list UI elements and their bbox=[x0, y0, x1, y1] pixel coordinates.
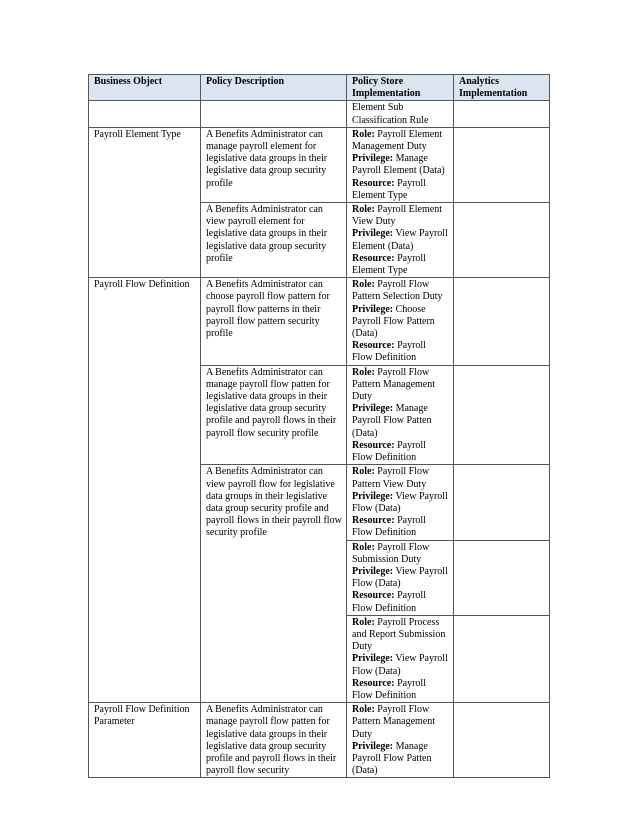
policy-description-cell: A Benefits Administrator can manage payroll flow patten for legislative data groups in their legislative data group security profile and payroll flows in their payroll flow security profile bbox=[201, 365, 347, 465]
role-label: Role: bbox=[352, 366, 375, 378]
business-object-cell bbox=[89, 101, 201, 127]
resource-value: Payroll Flow Definition bbox=[352, 340, 426, 364]
role-value: Payroll Process and Report Submission Duty bbox=[352, 616, 446, 653]
role-value: Payroll Flow Pattern View Duty bbox=[352, 466, 430, 490]
role-line bbox=[352, 466, 449, 490]
role-line bbox=[352, 367, 449, 404]
policy-store-cell bbox=[347, 615, 454, 702]
role-line bbox=[352, 204, 449, 228]
policy-description-cell: A Benefits Administrator can manage payroll flow patten for legislative data groups in their legislative data group security profile and payroll flows in their payroll flow security bbox=[201, 703, 347, 778]
privilege-line bbox=[352, 153, 449, 177]
role-label: Role: bbox=[352, 616, 375, 628]
analytics-cell bbox=[454, 465, 550, 540]
business-object-cell: Payroll Flow Definition Parameter bbox=[89, 703, 201, 778]
business-object-cell: Payroll Element Type bbox=[89, 127, 201, 277]
table-body bbox=[89, 101, 550, 778]
resource-line bbox=[352, 253, 449, 277]
role-label: Role: bbox=[352, 204, 375, 216]
privilege-value: Manage Payroll Element (Data) bbox=[352, 153, 445, 177]
privilege-label: Privilege: bbox=[352, 490, 394, 502]
resource-line bbox=[352, 515, 449, 539]
privilege-label: Privilege: bbox=[352, 403, 394, 415]
analytics-cell bbox=[454, 127, 550, 202]
policy-description-cell: A Benefits Administrator can choose payroll flow pattern for payroll flow patterns in their payroll flow pattern security profile bbox=[201, 278, 347, 365]
policy-description-cell: A Benefits Administrator can manage payroll element for legislative data groups in their legislative data group security profile bbox=[201, 127, 347, 202]
role-line bbox=[352, 279, 449, 303]
table-row bbox=[89, 127, 550, 202]
resource-value: Payroll Flow Definition bbox=[352, 515, 426, 539]
privilege-value: Choose Payroll Flow Pattern (Data) bbox=[352, 303, 435, 340]
role-label: Role: bbox=[352, 279, 375, 291]
role-label: Role: bbox=[352, 541, 375, 553]
resource-value: Payroll Flow Definition bbox=[352, 439, 426, 464]
policy-description-cell bbox=[201, 101, 347, 127]
resource-line bbox=[352, 340, 449, 364]
resource-line bbox=[352, 440, 449, 464]
privilege-value: View Payroll Flow (Data) bbox=[352, 653, 448, 677]
privilege-value: View Payroll Flow (Data) bbox=[352, 490, 448, 514]
resource-label: Resource: bbox=[352, 515, 395, 527]
policy-store-cell bbox=[347, 465, 454, 540]
privilege-line bbox=[352, 304, 449, 341]
policy-store-cell bbox=[347, 703, 454, 778]
privilege-label: Privilege: bbox=[352, 228, 394, 240]
policy-store-cell bbox=[347, 127, 454, 202]
privilege-line bbox=[352, 491, 449, 515]
policy-description-cell: A Benefits Administrator can view payroll flow for legislative data groups in their legislative data group security profile and payroll flows in their payroll flow security profile bbox=[201, 465, 347, 703]
analytics-cell bbox=[454, 703, 550, 778]
resource-value: Payroll Flow Definition bbox=[352, 590, 426, 614]
policy-store-cell bbox=[347, 365, 454, 465]
privilege-label: Privilege: bbox=[352, 740, 394, 752]
privilege-line bbox=[352, 228, 449, 252]
header-business-object: Business Object bbox=[89, 75, 201, 101]
policy-description-cell: A Benefits Administrator can view payroll element for legislative data groups in their legislative data group security profile bbox=[201, 203, 347, 278]
resource-label: Resource: bbox=[352, 677, 395, 689]
role-line bbox=[352, 129, 449, 153]
resource-value: Payroll Element Type bbox=[352, 177, 426, 201]
policy-store-cell bbox=[347, 203, 454, 278]
header-analytics: Analytics Implementation bbox=[454, 75, 550, 101]
privilege-value: Manage Payroll Flow Patten (Data) bbox=[352, 403, 432, 439]
role-value: Payroll Flow Pattern Management Duty bbox=[352, 366, 436, 403]
privilege-line bbox=[352, 403, 449, 440]
header-policy-description: Policy Description bbox=[201, 75, 347, 101]
privilege-value: View Payroll Element (Data) bbox=[352, 228, 448, 252]
policy-table bbox=[88, 74, 550, 778]
resource-value: Payroll Flow Definition bbox=[352, 677, 426, 701]
privilege-label: Privilege: bbox=[352, 153, 394, 165]
analytics-cell bbox=[454, 101, 550, 127]
privilege-label: Privilege: bbox=[352, 565, 394, 577]
analytics-cell bbox=[454, 203, 550, 278]
policy-store-cell bbox=[347, 540, 454, 615]
privilege-label: Privilege: bbox=[352, 303, 394, 315]
privilege-value: Manage Payroll Flow Patten (Data) bbox=[352, 740, 432, 777]
role-label: Role: bbox=[352, 466, 375, 478]
resource-label: Resource: bbox=[352, 340, 395, 352]
resource-line bbox=[352, 590, 449, 614]
role-line bbox=[352, 542, 449, 566]
resource-label: Resource: bbox=[352, 590, 395, 602]
policy-store-cell bbox=[347, 278, 454, 365]
role-value: Payroll Flow Pattern Selection Duty bbox=[352, 279, 443, 303]
role-value: Payroll Element View Duty bbox=[352, 204, 442, 228]
role-label: Role: bbox=[352, 128, 375, 140]
continuation-cell: Element Sub Classification Rule bbox=[347, 101, 454, 127]
table-row bbox=[89, 703, 550, 778]
resource-line bbox=[352, 678, 449, 702]
analytics-cell bbox=[454, 540, 550, 615]
role-value: Payroll Element Management Duty bbox=[352, 128, 442, 153]
privilege-label: Privilege: bbox=[352, 653, 394, 665]
role-value: Payroll Flow Pattern Management Duty bbox=[352, 704, 436, 740]
resource-label: Resource: bbox=[352, 177, 395, 189]
table-row bbox=[89, 278, 550, 365]
analytics-cell bbox=[454, 615, 550, 702]
role-label: Role: bbox=[352, 704, 375, 716]
table-row bbox=[89, 101, 550, 127]
privilege-value: View Payroll Flow (Data) bbox=[352, 565, 448, 590]
resource-label: Resource: bbox=[352, 252, 395, 264]
resource-line bbox=[352, 178, 449, 202]
role-value: Payroll Flow Submission Duty bbox=[352, 541, 430, 565]
header-row bbox=[89, 75, 550, 101]
resource-value: Payroll Element Type bbox=[352, 252, 426, 277]
role-line bbox=[352, 704, 449, 741]
business-object-cell: Payroll Flow Definition bbox=[89, 278, 201, 703]
privilege-line bbox=[352, 566, 449, 590]
privilege-line bbox=[352, 653, 449, 677]
privilege-line bbox=[352, 741, 449, 778]
role-line bbox=[352, 617, 449, 654]
analytics-cell bbox=[454, 278, 550, 365]
analytics-cell bbox=[454, 365, 550, 465]
header-policy-store: Policy Store Implementation bbox=[347, 75, 454, 101]
resource-label: Resource: bbox=[352, 439, 395, 451]
